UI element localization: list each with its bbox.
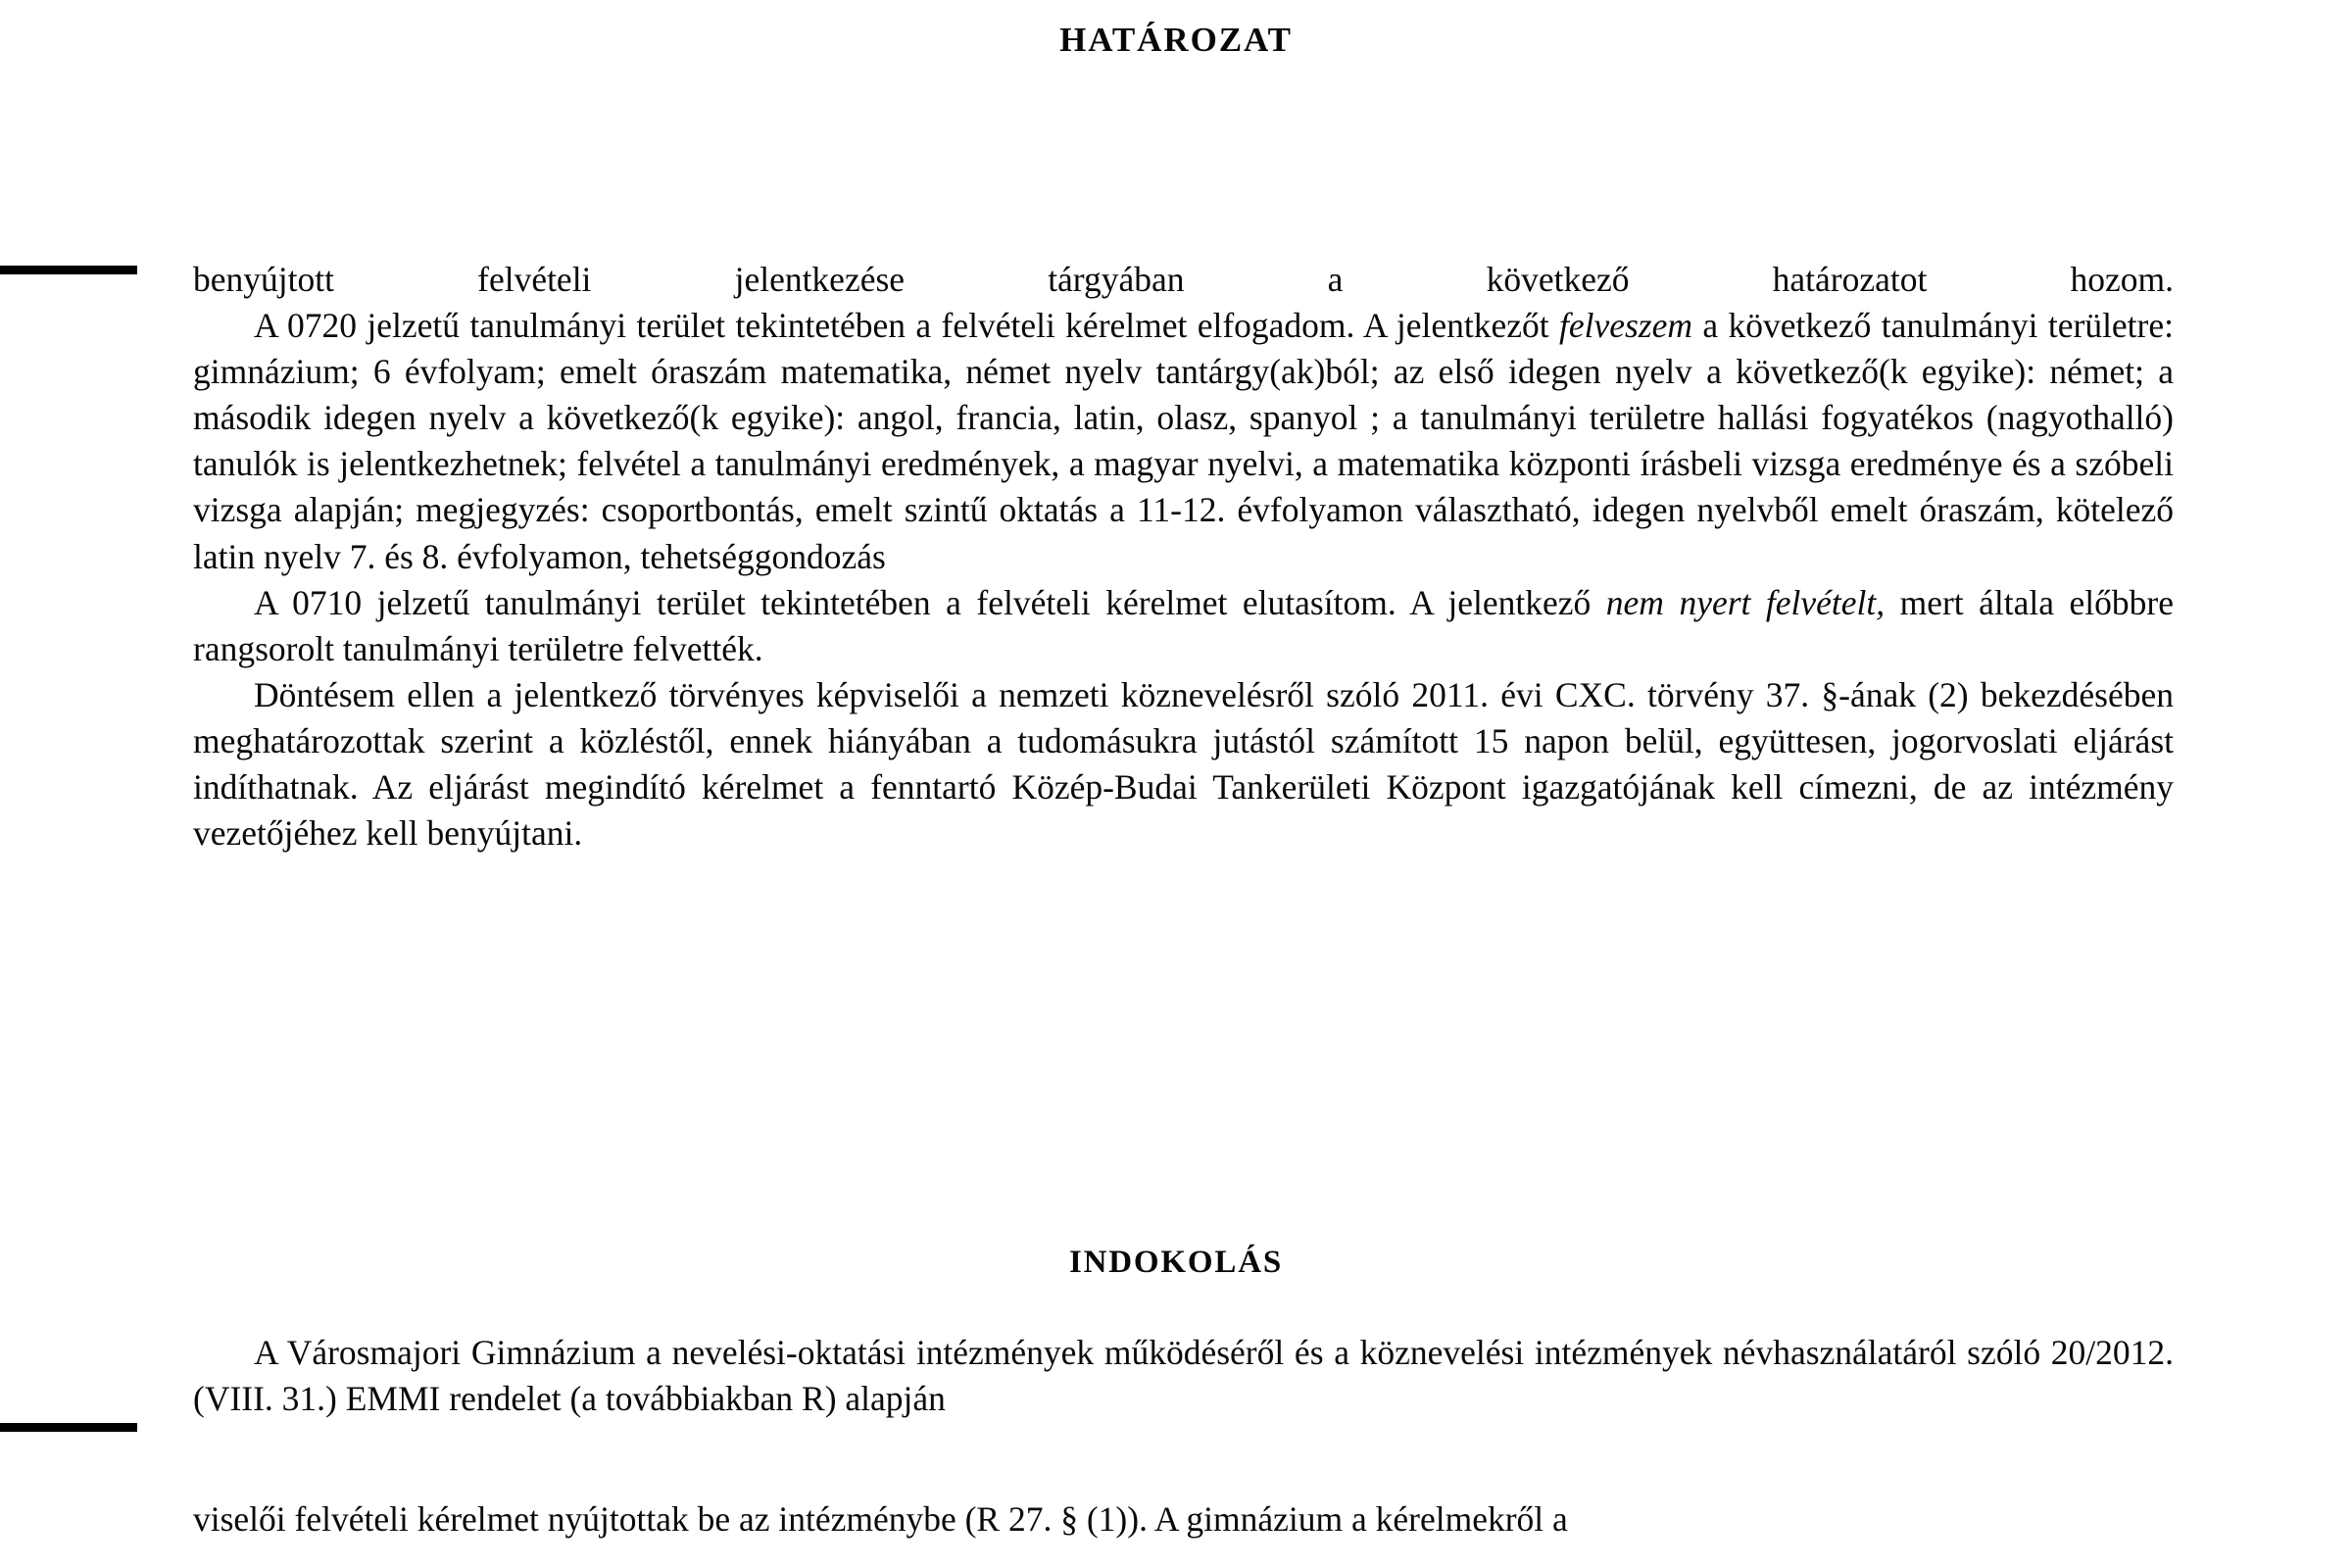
rejected-emphasis-nem-nyert-felvetelt: nem nyert felvételt, [1605, 582, 1886, 622]
paragraph-accepted-program [193, 303, 2174, 580]
paragraph-opening [193, 257, 2174, 303]
legal-basis-text: A Városmajori Gimnázium a nevelési-oktatási intézmények működéséről és a köznevelési intézmények névhasználatáról szóló 20/2012. (VIII. 31.) EMMI rendelet (a továbbiakban R) alapján [193, 1333, 2174, 1419]
paragraph-application-submitted [193, 1496, 2174, 1543]
paragraph-appeal-rights [193, 672, 2174, 857]
application-submitted-text: viselői felvételi kérelmet nyújtottak be az intézménybe (R 27. § (1)). A gimnázium a kérelmekről a [193, 1499, 1568, 1539]
section-title-indokolas: INDOKOLÁS [1068, 1245, 1284, 1280]
paragraph-rejected-program [193, 580, 2174, 672]
reasoning-body [193, 1330, 2174, 1422]
page-title-hatarozat: HATÁROZAT [1059, 21, 1293, 59]
redaction-bar-top [0, 266, 137, 274]
reasoning-body-continued [193, 1496, 2174, 1543]
accepted-detail-text: a következő tanulmányi területre: gimnázium; 6 évfolyam; emelt óraszám matematika, német nyelv tantárgy(ak)ból; az első idegen nyelv a következő(k egyike): német; a második idegen nyelv a következő(k egyike): angol, francia, latin, olasz, spanyol ; a tanulmányi területre hallási fogyatékos (nagyothalló) tanulók is jelentkezhetnek; felvétel a tanulmányi eredmények, a magyar nyelvi, a matematika központi írásbeli vizsga eredménye és a szóbeli vizsga alapján; megjegyzés: csoportbontás, emelt szintű oktatás a 11-12. évfolyamon választható, idegen nyelvből emelt óraszám, kötelező latin nyelv 7. és 8. évfolyamon, tehetséggondozás [193, 306, 2174, 576]
opening-text: benyújtott felvételi jelentkezése tárgyában a következő határozatot hozom. [193, 260, 2174, 299]
accepted-lead-text: A 0720 jelzetű tanulmányi terület tekintetében a felvételi kérelmet elfogadom. A jelentkezőt [254, 306, 1559, 346]
decision-body [193, 257, 2174, 857]
appeal-rights-text: Döntésem ellen a jelentkező törvényes képviselői a nemzeti köznevelésről szóló 2011. évi CXC. törvény 37. §-ának (2) bekezdésében meghatározottak szerint a közléstől, ennek hiányában a tudomásukra jutástól számított 15 napon belül, együttesen, jogorvoslati eljárást indíthatnak. Az eljárást megindító kérelmet a fenntartó Közép-Budai Tankerületi Központ igazgatójának kell címezni, de az intézmény vezetőjéhez kell benyújtani. [193, 674, 2174, 854]
paragraph-legal-basis [193, 1330, 2174, 1422]
rejected-lead-text: A 0710 jelzetű tanulmányi terület tekintetében a felvételi kérelmet elutasítom. A jelentkező [254, 582, 1606, 622]
accepted-emphasis-felveszem: felveszem [1559, 306, 1693, 346]
redaction-bar-bottom [0, 1423, 137, 1432]
rejected-detail-text: mert általa előbbre rangsorolt tanulmányi területre felvették. [193, 582, 2174, 668]
